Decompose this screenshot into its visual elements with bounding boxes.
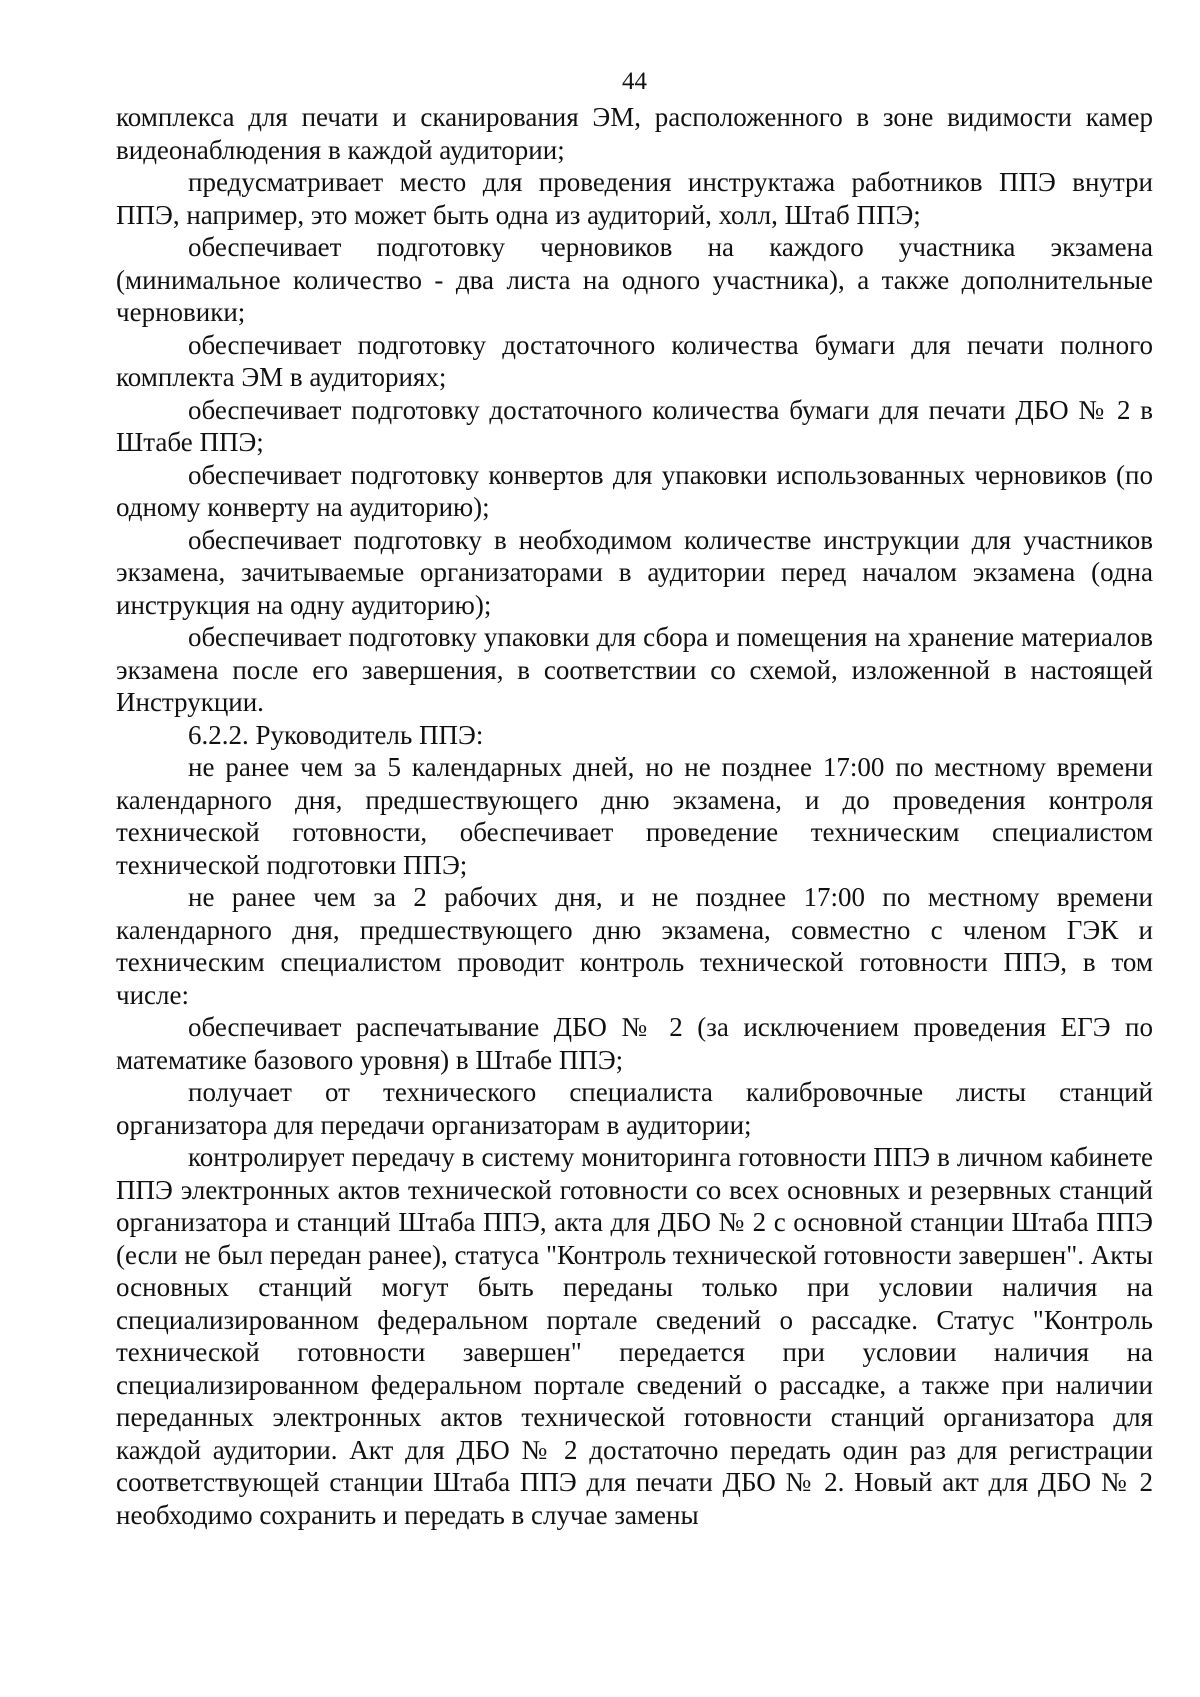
paragraph-drafts: обеспечивает подготовку черновиков на каждого участника экзамена (минимальное количество - два листа на одного участника), а также дополнительные черновики; [116,232,1153,327]
paragraph-calibration-sheets: получает от технического специалиста калибровочные листы станций организатора для передачи организаторам в аудитории; [116,1077,1153,1140]
document-page [116,66,1153,1531]
paragraph-monitoring-control: контролирует передачу в систему мониторинга готовности ППЭ в личном кабинете ППЭ электронных актов технической готовности со всех основных и резервных станций организатора и станций Штаба ППЭ, акта для ДБО № 2 с основной станции Штаба ППЭ (если не был передан ранее), статуса "Контроль технической готовности завершен". Акты основных станций могут быть переданы только при условии наличия на специализированном федеральном портале сведений о рассадке. Статус "Контроль технической готовности завершен" передается при условии наличия на специализированном федеральном портале сведений о рассадке, а также при наличии переданных электронных актов технической готовности станций организатора для каждой аудитории. Акт для ДБО № 2 достаточно передать один раз для регистрации соответствующей станции Штаба ППЭ для печати ДБО № 2. Новый акт для ДБО № 2 необходимо сохранить и передать в случае замены [116,1142,1153,1530]
paragraph-technical-control: не ранее чем за 2 рабочих дня, и не позднее 17:00 по местному времени календарного дня, предшествующего дню экзамена, совместно с членом ГЭК и техническим специалистом проводит контроль технической готовности ППЭ, в том числе: [116,882,1153,1010]
paragraph-technical-preparation: не ранее чем за 5 календарных дней, но не позднее 17:00 по местному времени календарного дня, предшествующего дню экзамена, и до проведения контроля технической готовности, обеспечивает проведение техническим специалистом технической подготовки ППЭ; [116,752,1153,880]
paragraph-dbo-printing: обеспечивает распечатывание ДБО № 2 (за исключением проведения ЕГЭ по математике базового уровня) в Штабе ППЭ; [116,1012,1153,1075]
section-heading-6-2-2: 6.2.2. Руководитель ППЭ: [188,719,484,750]
paragraph-paper-dbo: обеспечивает подготовку достаточного количества бумаги для печати ДБО № 2 в Штабе ППЭ; [116,394,1153,457]
paragraph-packaging: обеспечивает подготовку упаковки для сбора и помещения на хранение материалов экзамена после его завершения, в соответствии со схемой, изложенной в настоящей Инструкции. [116,622,1153,717]
paragraph-continuation: комплекса для печати и сканирования ЭМ, расположенного в зоне видимости камер видеонаблюдения в каждой аудитории; [116,102,1153,165]
paragraph-envelopes: обеспечивает подготовку конвертов для упаковки использованных черновиков (по одному конверту на аудиторию); [116,459,1153,522]
paragraph-briefing-place: предусматривает место для проведения инструктажа работников ППЭ внутри ППЭ, например, это может быть одна из аудиторий, холл, Штаб ППЭ; [116,167,1153,230]
paragraph-paper-em: обеспечивает подготовку достаточного количества бумаги для печати полного комплекта ЭМ в аудиториях; [116,329,1153,392]
paragraph-instructions: обеспечивает подготовку в необходимом количестве инструкции для участников экзамена, зачитываемые организаторами в аудитории перед началом экзамена (одна инструкция на одну аудиторию); [116,524,1153,620]
page-number: 44 [622,68,647,95]
